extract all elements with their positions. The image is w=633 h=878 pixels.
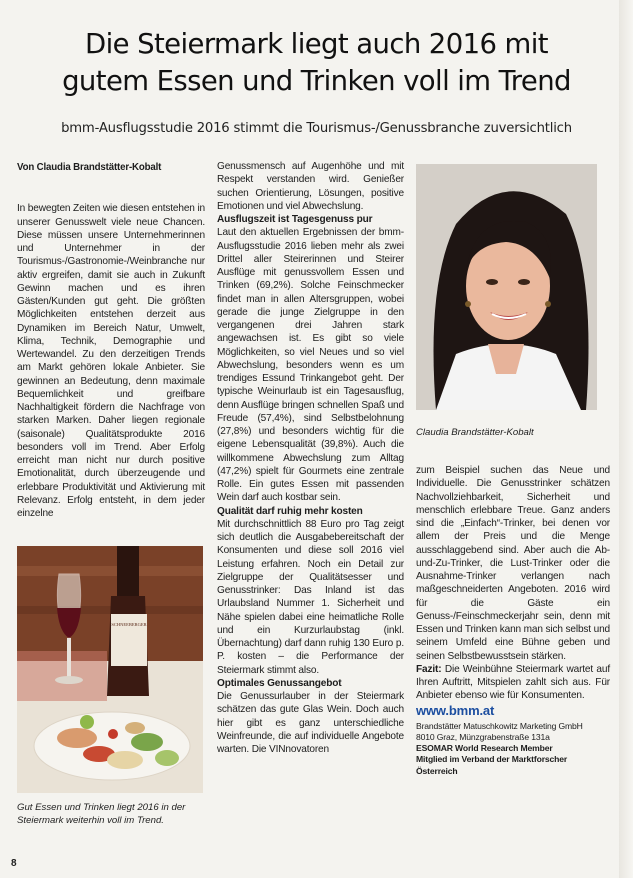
headline — [0, 26, 633, 100]
headline-line-2: gutem Essen und Trinken voll im Trend — [62, 65, 571, 97]
portrait-caption: Claudia Brandstätter-Kobalt — [416, 427, 534, 438]
wine-photo-caption: Gut Essen und Trinken liegt 2016 in der Steiermark weiterhin voll im Trend. — [17, 802, 186, 826]
wine-food-photo — [17, 546, 203, 793]
address-line-verband: Mitglied im Verband der Marktforscher Österreich — [416, 754, 568, 776]
col2-paragraph-3: Mit durchschnittlich 88 Euro pro Tag zeigt sich deutlich die Ausgabebereitschaft der Konsumenten und diese soll 2016 viel Leistung erfahren. Noch ein Detail zur Zielgruppe der Qualitätsesser und Genusstrinker: Das Inland ist das Urlaubsland Nummer 1. Sicherheit und Nähe spielen dabei eine heimatliche Rolle und ein Kurzurlaubstag (inkl. Übernachtung) darf dann ruhig 130 Euro p. P. kosten – die Performance der Steiermark stimmt also. — [217, 518, 404, 676]
company-address — [416, 721, 610, 777]
column-1 — [17, 161, 205, 520]
subheadline: bmm-Ausflugsstudie 2016 stimmt die Tourismus-/Genussbranche zuversichtlich — [61, 121, 572, 136]
subheading-qualitaet: Qualität darf ruhig mehr kosten — [217, 505, 363, 517]
author-byline: Von Claudia Brandstätter-Kobalt — [17, 162, 162, 173]
wine-food-illustration — [17, 546, 203, 793]
portrait-illustration — [416, 164, 597, 410]
website-link[interactable]: www.bmm.at — [416, 702, 495, 718]
address-line-company: Brandstätter Matuschkowitz Marketing GmbH — [416, 720, 583, 731]
headline-line-1: Die Steiermark liegt auch 2016 mit — [85, 28, 548, 60]
column-2 — [217, 160, 404, 756]
fazit-paragraph — [416, 663, 610, 703]
column-3 — [416, 464, 610, 777]
fazit-text: Die Weinbühne Steiermark wartet auf Ihren Auftritt, Mitspielen zahlt sich aus. Für Anbieter ebenso wie für Konsumenten. — [416, 663, 610, 702]
col1-paragraph-1: In bewegten Zeiten wie diesen entstehen in unserer Genusswelt viele neue Chancen. Diese müssen unsere Unternehmerinnen und Unternehmer in der Tourismus-/Gastronomie-/Weinbranche nur aktiv ergreifen, damit sie auch in Zukunft Gewinn machen und es ihren Gästen/Kunden gut geht. Die größten Möglichkeiten entstehen derzeit aus Dynamiken im Bereich Natur, Umwelt, Klima, Technik, Demographie und Wertewandel. Zu den derzeitigen Trends am Markt gehören lokale Anbieter. Sie gewinnen an Bedeutung, denn maximale Bequemlichkeit und greifbare Nachhaltigkeit fördern die Nachfrage von starken Marken. Daher liegen regionale (saisonale) Qualitätsprodukte 2016 besonders voll im Trend. Aber Erfolg erreicht man nicht nur durch positive Emotionalität, durch überzeugende und erlebbare Produktivität und Aktivierung mit Relevanz. Erfolg entsteht, in dem jeder einzelne — [17, 203, 205, 519]
col2-paragraph-1: Genussmensch auf Augenhöhe und mit Respekt verstanden wird. Genießer suchen Orientierung, Lösungen, positive Emotionen und viel Abwechslung. — [217, 161, 404, 212]
address-line-esomar: ESOMAR World Research Member — [416, 743, 553, 754]
author-portrait-photo — [416, 164, 597, 410]
col3-paragraph-1: zum Beispiel suchen das Neue und Individuelle. Die Genusstrinker schätzen Nachvollziehbarkeit, Sicherheit und menschlich erlebbare Treue. Ganz anders sind die „Einfach“-Trinker, bei denen vor allem der Preis und die Menge ausschlaggebend sind. Aber auch die Ab-und-Zu-Trinker, die Lust-Trinker oder die Ausnahme-Trinker verlangen nach maßgeschneiderten Angeboten. 2016 wird für die Gäste ein Genuss-/Feinschmeckerjahr sein, denn mit Essen und Trinken kann man sich selbst und seinem Umfeld eine Bühne geben und seinen Selbstbewusstsein stärken. — [416, 465, 611, 662]
bottle-label-text: SCHNEEBERGER — [111, 622, 147, 627]
col2-paragraph-4: Die Genussurlauber in der Steiermark schätzen das gute Glas Wein. Doch auch hier gibt es ganz unterschiedliche Weinfreunde, die auf individuelle Angebote warten. Die VINnovatoren — [217, 691, 404, 755]
subheading-ausflugszeit: Ausflugszeit ist Tagesgenuss pur — [217, 214, 373, 225]
address-line-street: 8010 Graz, Münzgrabenstraße 131a — [416, 731, 550, 742]
subheading-genussangebot: Optimales Genussangebot — [217, 677, 342, 689]
fazit-label: Fazit: — [416, 663, 442, 675]
page-number: 8 — [11, 858, 17, 869]
col2-paragraph-2: Laut den aktuellen Ergebnissen der bmm-Ausflugsstudie 2016 lieben mehr als zwei Drittel aller Steirerinnen und Steirer Ausflüge mit genussvollem Essen und Trinken (69,2%). Solche Feinschmecker findet man in allen Altersgruppen, wobei gerade die junge Zielgruppe in den vergangenen drei Jahren stark angewachsen ist. Es gibt so viele Möglichkeiten, so viel Neues und so viel Abwechslung, besonders wenn es um trendiges Essund Trinkangebot geht. Der typische Weinurlaub ist ein Tagesausflug, denn Ausflüge bringen schnellen Spaß und Freude (57,4%), sind Selbstbelohnung (27,8%) und besonders wichtig für die eigene Lebensqualität (39,8%). Auch die willkommene Abwechslung zum Alltag (47,2%) spielt für Gourmets eine zentrale Rolle. Ein gutes Essen mit passenden Wein darf auch kostbar sein. — [217, 227, 404, 504]
